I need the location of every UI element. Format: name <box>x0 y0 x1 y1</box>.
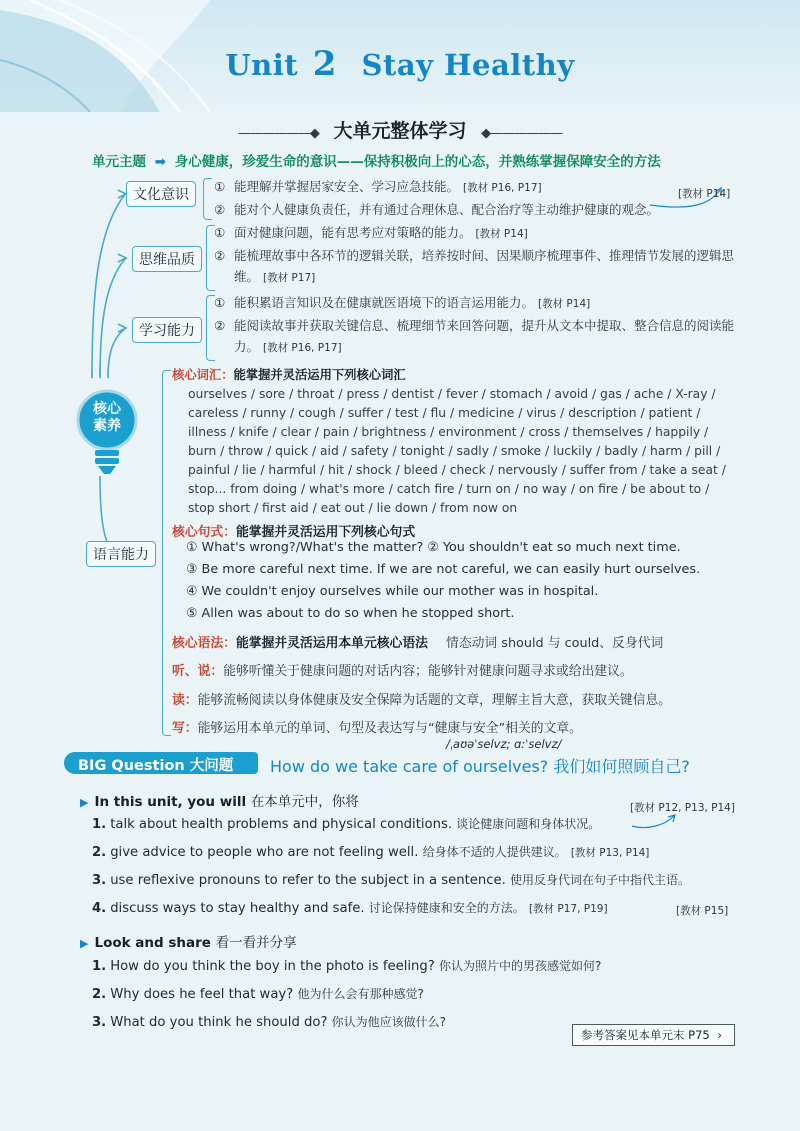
grammar-heading: 能掌握并灵活运用本单元核心语法 <box>235 636 428 651</box>
goals-heading-cn: 在本单元中，你将 <box>250 794 359 810</box>
write-label: 写： <box>172 721 198 736</box>
answer-reference-text: 参考答案见本单元末 P75 <box>581 1028 710 1042</box>
goal-item-2: 2. give advice to people who are not feeling well. 给身体不适的人提供建议。 [教材 P13, P14] <box>92 845 650 860</box>
look-share-heading-cn: 看一看并分享 <box>215 935 297 951</box>
item-number: ① <box>214 179 226 194</box>
culture-items <box>214 176 734 220</box>
culture-item-1 <box>214 176 734 199</box>
item-number: ② <box>214 248 226 263</box>
learning-item-2 <box>214 315 744 359</box>
goal-item-1: 1. talk about health problems and physical conditions. 谈论健康问题和身体状况。 <box>92 817 601 832</box>
learning-items <box>214 292 744 359</box>
item-number: ① <box>214 225 226 240</box>
textbook-note: [教材 P17] <box>263 272 316 284</box>
goal-en: give advice to people who are not feeling well. <box>110 845 419 860</box>
goal-cn: 使用反身代词在句子中指代主语。 <box>510 873 691 887</box>
goal-4-extra-note: [教材 P15] <box>676 905 729 917</box>
item-text: 能梳理故事中各环节的逻辑关联，培养按时间、因果顺序梳理事件、推理情节发展的逻辑思维。 <box>234 248 735 284</box>
item-text: 能阅读故事并获取关键信息、梳理细节来回答问题，提升从文本中提取、整合信息的阅读能力。 <box>234 318 735 354</box>
sentence-3: ④ We couldn't enjoy ourselves while our mother was in hospital. <box>186 584 599 599</box>
chevron-right-icon: › <box>717 1028 722 1042</box>
culture-item-2 <box>214 199 734 220</box>
item-text: 能理解并掌握居家安全、学习应急技能。 <box>234 179 460 194</box>
listen-text: 能够听懂关于健康问题的对话内容；能够针对健康问题寻求或给出建议。 <box>223 664 633 679</box>
left-divider-icon: ——————◆ <box>237 126 319 141</box>
unit-number: 2 <box>312 44 337 84</box>
look-en: What do you think he should do? <box>110 1015 328 1030</box>
sentences-heading-text: 能掌握并灵活运用下列核心句式 <box>235 525 416 540</box>
sentence-1: ① What's wrong?/What's the matter? ② You shouldn't eat so much next time. <box>186 540 681 555</box>
item-number: ② <box>214 202 226 217</box>
goal-cn: 讨论保持健康和安全的方法。 <box>368 901 525 915</box>
look-share-heading-en: Look and share <box>94 935 211 951</box>
theme-text: 身心健康，珍爱生命的意识——保持积极向上的心态，并熟练掌握保障安全的方法 <box>174 154 661 170</box>
thinking-item-2 <box>214 245 744 289</box>
culture-box <box>126 181 196 207</box>
item-text: 面对健康问题，能有思考应对策略的能力。 <box>234 225 472 240</box>
big-question-text: How do we take care of ourselves? 我们如何照顾自己? <box>270 757 690 776</box>
goals-heading-en: In this unit, you will <box>94 794 247 810</box>
core-vocabulary <box>172 366 732 518</box>
goals-side-note: [教材 P12, P13, P14] <box>630 802 735 814</box>
look-item-3: 3. What do you think he should do? 你认为他应该做什么? <box>92 1015 447 1030</box>
language-box <box>86 541 156 567</box>
look-cn: 你认为照片中的男孩感觉如何? <box>439 959 602 973</box>
culture-label: 文化意识 <box>133 187 189 203</box>
look-cn: 你认为他应该做什么? <box>331 1015 447 1029</box>
sentences-label: 核心句式： <box>172 525 236 540</box>
culture-side-note: [教材 P14] <box>678 188 731 200</box>
textbook-note: [教材 P16, P17] <box>263 342 342 354</box>
thinking-label: 思维品质 <box>139 252 195 268</box>
goal-cn: 谈论健康问题和身体状况。 <box>456 817 601 831</box>
unit-goals-heading <box>80 790 359 810</box>
theme-label: 单元主题 <box>92 154 146 170</box>
core-grammar <box>172 632 663 651</box>
listen-label: 听、说： <box>172 664 224 679</box>
vocab-list: ourselves / sore / throat / press / dentist / fever / stomach / avoid / gas / ache / X-ray / careless / runny / cough / suffer / test / flu / medicine / virus / description / patient / illness / knife / clear / pain / brightness / environment / cross / themselves / happily / burn / throw / quick / aid / safety / tonight / sadly / smoke / luckily / badly / harm / pill / painful / lie / harmful / hit / shock / bleed / check / nervously / suffer from / take a seat / stop... from doing / what's more / catch fire / turn on / no way / on fire / be about to / stop short / first aid / eat out / lie down / from now on <box>188 387 726 515</box>
language-label: 语言能力 <box>93 547 149 563</box>
goal-item-4: 4. discuss ways to stay healthy and safe. 讨论保持健康和安全的方法。 [教材 P17, P19] <box>92 901 608 916</box>
core-label-line1: 核心 <box>93 401 121 417</box>
textbook-note: [教材 P14] <box>475 228 528 240</box>
core-competence-label <box>84 401 130 435</box>
grammar-label: 核心语法： <box>172 636 236 651</box>
read-text: 能够流畅阅读以身体健康及安全保障为话题的文章，理解主旨大意，获取关键信息。 <box>197 693 672 708</box>
goal-en: discuss ways to stay healthy and safe. <box>110 901 365 916</box>
triangle-right-icon: ▶ <box>80 937 89 950</box>
section-title-text: 大单元整体学习 <box>333 120 467 142</box>
core-label-line2: 素养 <box>93 418 121 434</box>
unit-name: Stay Healthy <box>361 48 575 82</box>
look-cn: 他为什么会有那种感觉? <box>297 987 424 1001</box>
thinking-item-1 <box>214 222 744 245</box>
unit-word: Unit <box>225 48 299 82</box>
listen-speak <box>172 660 633 679</box>
big-question-label: BIG Question 大问题 <box>78 758 234 774</box>
item-text: 能对个人健康负责任，并有通过合理休息、配合治疗等主动维护健康的观念。 <box>234 202 660 217</box>
item-number: ② <box>214 318 226 333</box>
triangle-right-icon: ▶ <box>80 796 89 809</box>
look-en: Why does he feel that way? <box>110 987 294 1002</box>
sentence-4: ⑤ Allen was about to do so when he stopped short. <box>186 606 515 621</box>
goal-en: talk about health problems and physical conditions. <box>110 817 453 832</box>
answer-reference <box>572 1024 735 1046</box>
goal-en: use reflexive pronouns to refer to the subject in a sentence. <box>110 873 506 888</box>
learning-label: 学习能力 <box>139 323 195 339</box>
arrow-right-icon: ➡ <box>154 154 167 170</box>
annotation-arrow-icon <box>630 812 678 830</box>
learning-item-1 <box>214 292 744 315</box>
look-share-heading <box>80 931 297 951</box>
goal-item-3: 3. use reflexive pronouns to refer to the subject in a sentence. 使用反身代词在句子中指代主语。 <box>92 873 691 888</box>
goal-note: [教材 P17, P19] <box>528 903 608 915</box>
item-number: ① <box>214 295 226 310</box>
textbook-note: [教材 P16, P17] <box>463 182 542 194</box>
learning-box <box>132 317 202 343</box>
read-label: 读： <box>172 693 198 708</box>
item-text: 能积累语言知识及在健康就医语境下的语言运用能力。 <box>234 295 535 310</box>
thinking-items <box>214 222 744 289</box>
grammar-text: 情态动词 should 与 could、反身代词 <box>446 636 664 651</box>
language-bracket <box>162 370 171 736</box>
thinking-box <box>132 246 202 272</box>
culture-bracket <box>203 178 212 220</box>
sentence-2: ③ Be more careful next time. If we are not careful, we can easily hurt ourselves. <box>186 562 701 577</box>
look-item-1: 1. How do you think the boy in the photo is feeling? 你认为照片中的男孩感觉如何? <box>92 959 602 974</box>
phonetic-annotation: /ˌaʊəˈselvz; ɑːˈselvz/ <box>446 737 562 751</box>
reading <box>172 689 671 708</box>
textbook-note: [教材 P14] <box>538 298 591 310</box>
write-text: 能够运用本单元的单词、句型及表达写与“健康与安全”相关的文章。 <box>197 721 582 736</box>
core-sentences-heading <box>172 521 415 540</box>
vocab-label: 核心词汇： <box>172 368 234 382</box>
look-item-2: 2. Why does he feel that way? 他为什么会有那种感觉? <box>92 987 424 1002</box>
goal-cn: 给身体不适的人提供建议。 <box>422 845 567 859</box>
right-divider-icon: ◆—————— <box>481 126 563 141</box>
writing <box>172 717 582 736</box>
look-en: How do you think the boy in the photo is feeling? <box>110 959 435 974</box>
goal-note: [教材 P13, P14] <box>570 847 650 859</box>
vocab-heading: 能掌握并灵活运用下列核心词汇 <box>233 368 406 382</box>
